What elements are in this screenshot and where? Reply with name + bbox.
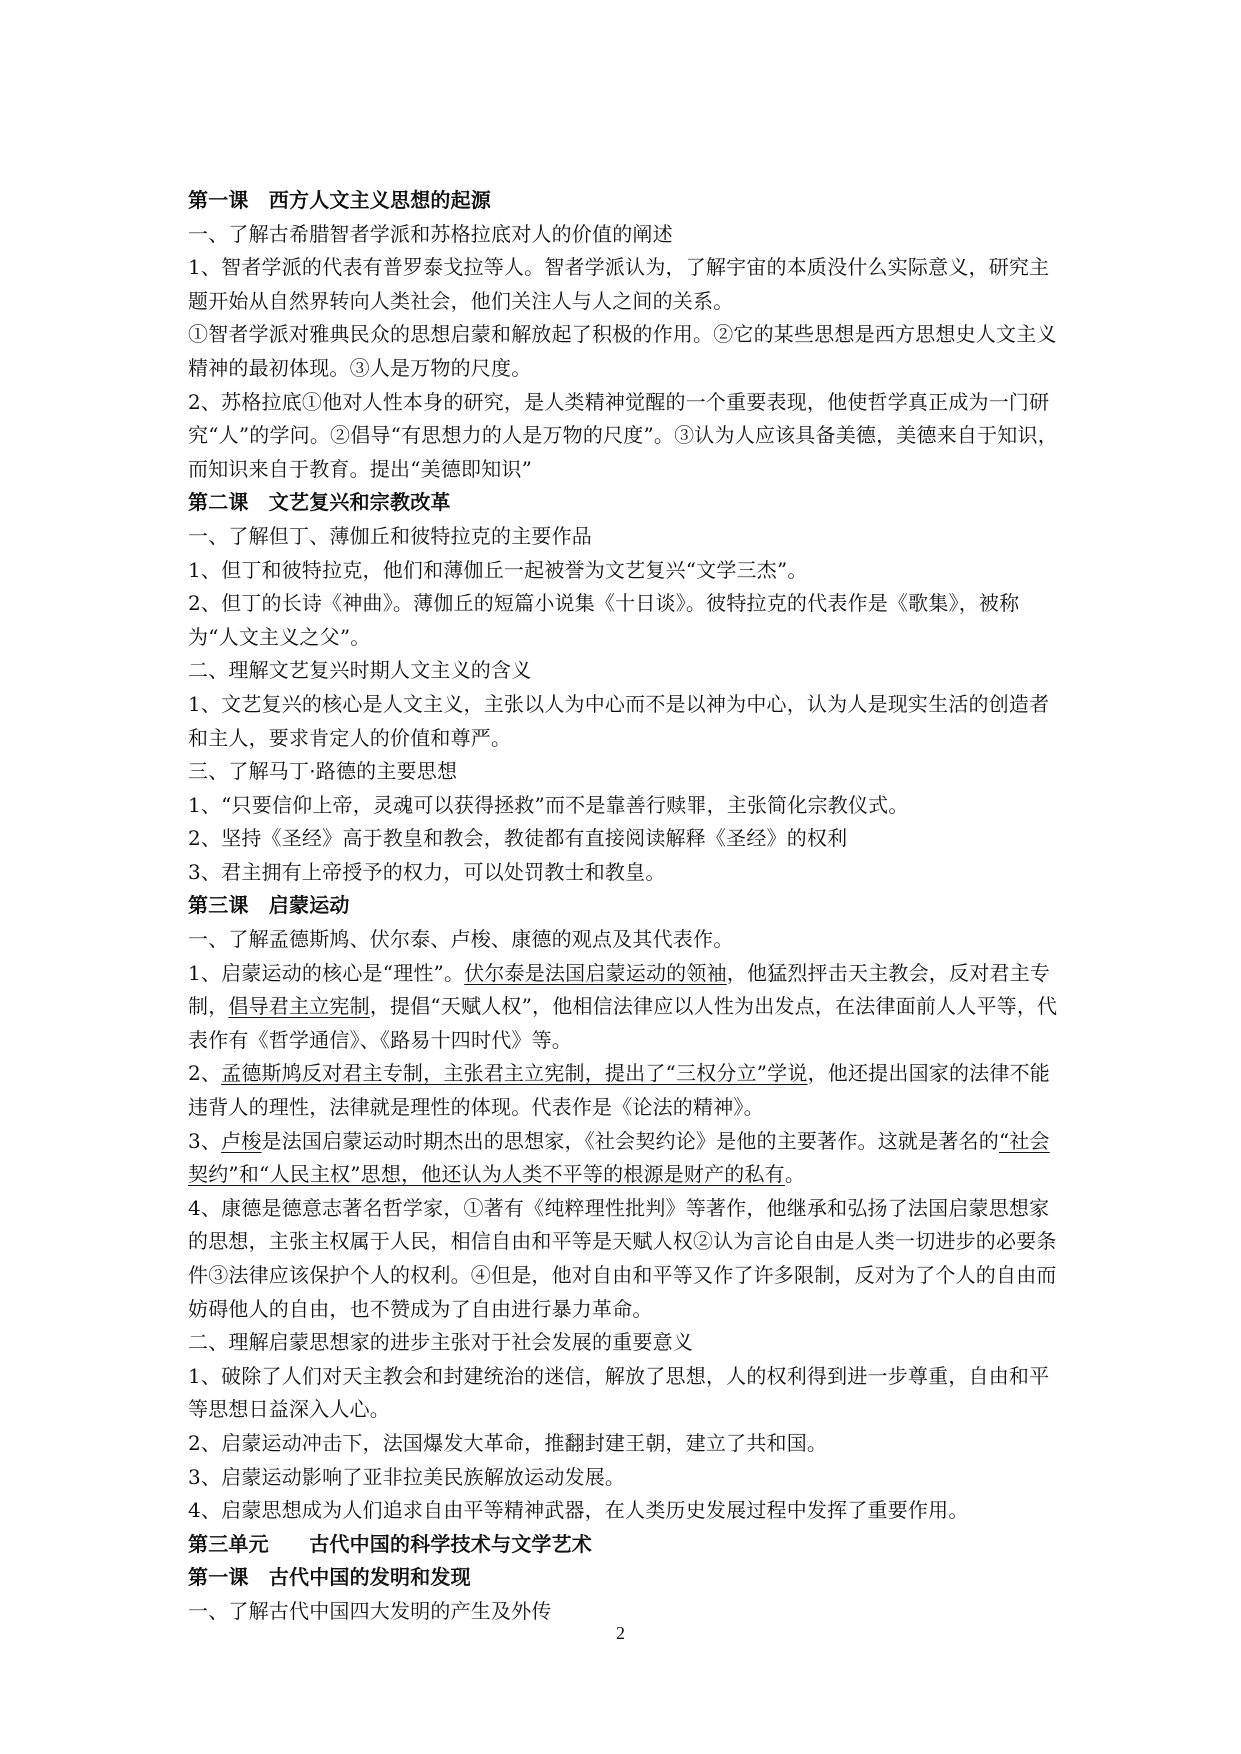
underlined-text: 倡导君主立宪制 xyxy=(228,994,370,1019)
section-title xyxy=(188,654,1060,688)
text-segment: 三、了解马丁·路德的主要思想 xyxy=(188,759,458,784)
text-segment: 1、智者学派的代表有普罗泰戈拉等人。智者学派认为，了解宇宙的本质没什么实际意义，研究主题开始从自然界转向人类社会，他们关注人与人之间的关系。 xyxy=(188,255,1050,313)
paragraph xyxy=(188,587,1060,654)
paragraph xyxy=(188,386,1060,487)
underlined-text: 伏尔泰是法国启蒙运动的领袖 xyxy=(464,960,727,985)
section-title xyxy=(188,923,1060,957)
page-number: 2 xyxy=(616,1623,625,1643)
paragraph xyxy=(188,318,1060,385)
text-segment: 1、破除了人们对天主教会和封建统治的迷信，解放了思想，人的权利得到进一步尊重，自由和平等思想日益深入人心。 xyxy=(188,1363,1050,1422)
text-segment: 第三单元 古代中国的科学技术与文学艺术 xyxy=(188,1531,592,1556)
text-segment: 一、了解但丁、薄伽丘和彼特拉克的主要作品 xyxy=(188,523,592,548)
text-segment: 一、了解孟德斯鸠、伏尔泰、卢梭、康德的观点及其代表作。 xyxy=(188,927,734,952)
text-segment: 4、启蒙思想成为人们追求自由平等精神武器，在人类历史发展过程中发挥了重要作用。 xyxy=(188,1498,969,1523)
text-segment: 1、启蒙运动的核心是“理性”。 xyxy=(188,960,465,985)
text-segment: 第一课 古代中国的发明和发现 xyxy=(188,1565,471,1590)
text-segment: 1、但丁和彼特拉克，他们和薄伽丘一起被誉为文艺复兴“文学三杰”。 xyxy=(188,557,808,582)
text-segment: 2、启蒙运动冲击下，法国爆发大革命，推翻封建王朝，建立了共和国。 xyxy=(188,1430,828,1455)
underlined-text: 孟德斯鸠反对君主专制，主张君主立宪制，提出了“三权分立”学说 xyxy=(221,1061,808,1086)
text-segment: 2、 xyxy=(188,1061,222,1086)
text-segment: 3、君主拥有上帝授予的权力，可以处罚教士和教皇。 xyxy=(188,859,666,884)
text-segment: ，他猛烈抨击天主教会，反对君主专制， xyxy=(188,960,1050,1019)
text-segment: 2、但丁的长诗《神曲》。薄伽丘的短篇小说集《十日谈》。彼特拉克的代表作是《歌集》，被称为“人文主义之父”。 xyxy=(188,591,1020,649)
section-title xyxy=(188,520,1060,554)
section-title xyxy=(188,1326,1060,1360)
paragraph xyxy=(188,1427,1060,1461)
paragraph xyxy=(188,1125,1060,1192)
section-title xyxy=(188,218,1060,252)
paragraph xyxy=(188,688,1060,755)
paragraph xyxy=(188,554,1060,588)
paragraph xyxy=(188,1192,1060,1326)
paragraph xyxy=(188,1494,1060,1528)
text-segment: 第一课 西方人文主义思想的起源 xyxy=(188,188,491,212)
text-segment: 。 xyxy=(784,1162,806,1187)
text-segment: 二、理解文艺复兴时期人文主义的含义 xyxy=(188,658,532,683)
paragraph xyxy=(188,957,1060,1058)
paragraph xyxy=(188,856,1060,890)
page-content xyxy=(188,184,1060,1629)
lesson-3-title xyxy=(188,889,1060,923)
lesson-1-title-unit-3 xyxy=(188,1561,1060,1595)
lesson-1-title xyxy=(188,184,1060,218)
text-segment: ①智者学派对雅典民众的思想启蒙和解放起了积极的作用。②它的某些思想是西方思想史人文主义精神的最初体现。③人是万物的尺度。 xyxy=(188,322,1057,380)
paragraph xyxy=(188,1057,1060,1124)
text-segment: 二、理解启蒙思想家的进步主张对于社会发展的重要意义 xyxy=(188,1330,693,1355)
paragraph xyxy=(188,1360,1060,1427)
section-title xyxy=(188,755,1060,789)
paragraph xyxy=(188,822,1060,856)
text-segment: 2、坚持《圣经》高于教皇和教会，教徒都有直接阅读解释《圣经》的权利 xyxy=(188,826,848,851)
underlined-text: 卢梭 xyxy=(221,1128,262,1153)
text-segment: 一、了解古代中国四大发明的产生及外传 xyxy=(188,1598,552,1623)
paragraph xyxy=(188,1461,1060,1495)
underlined-text: “社会契约”和“人民主权”思想，他还认为人类不平等的根源是财产的私有 xyxy=(188,1128,1050,1187)
text-segment: 第三课 启蒙运动 xyxy=(188,893,350,918)
text-segment: 是法国启蒙运动时期杰出的思想家，《社会契约论》是他的主要著作。这就是著名的 xyxy=(261,1128,999,1153)
paragraph xyxy=(188,789,1060,823)
text-segment: 第二课 文艺复兴和宗教改革 xyxy=(188,490,451,515)
text-segment: 3、 xyxy=(188,1128,222,1153)
text-segment: ，提倡“天赋人权”，他相信法律应以人性为出发点，在法律面前人人平等，代表作有《哲学通信》、《路易十四时代》等。 xyxy=(188,994,1058,1052)
lesson-2-title xyxy=(188,486,1060,520)
unit-3-title xyxy=(188,1528,1060,1562)
text-segment: ，他还提出国家的法律不能违背人的理性，法律就是理性的体现。代表作是《论法的精神》。 xyxy=(188,1061,1050,1120)
text-segment: 1、“只要信仰上帝，灵魂可以获得拯救”而不是靠善行赎罪，主张简化宗教仪式。 xyxy=(188,792,909,817)
text-segment: 一、了解古希腊智者学派和苏格拉底对人的价值的阐述 xyxy=(188,221,673,246)
text-segment: 4、康德是德意志著名哲学家，①著有《纯粹理性批判》等著作，他继承和弘扬了法国启蒙思想家的思想，主张主权属于人民，相信自由和平等是天赋人权②认为言论自由是人类一切进步的必要条件③法律应该保护个人的权利。④但是，他对自由和平等又作了许多限制，反对为了个人的自由而妨碍他人的自由，也不赞成为了自由进行暴力革命。 xyxy=(188,1195,1057,1321)
text-segment: 1、文艺复兴的核心是人文主义，主张以人为中心而不是以神为中心，认为人是现实生活的创造者和主人，要求肯定人的价值和尊严。 xyxy=(188,691,1050,750)
paragraph xyxy=(188,251,1060,318)
text-segment: 2、苏格拉底①他对人性本身的研究，是人类精神觉醒的一个重要表现，他使哲学真正成为一门研究“人”的学问。②倡导“有思想力的人是万物的尺度”。③认为人应该具备美德，美德来自于知识，而知识来自于教育。提出“美德即知识” xyxy=(188,389,1058,481)
text-segment: 3、启蒙运动影响了亚非拉美民族解放运动发展。 xyxy=(188,1464,626,1489)
